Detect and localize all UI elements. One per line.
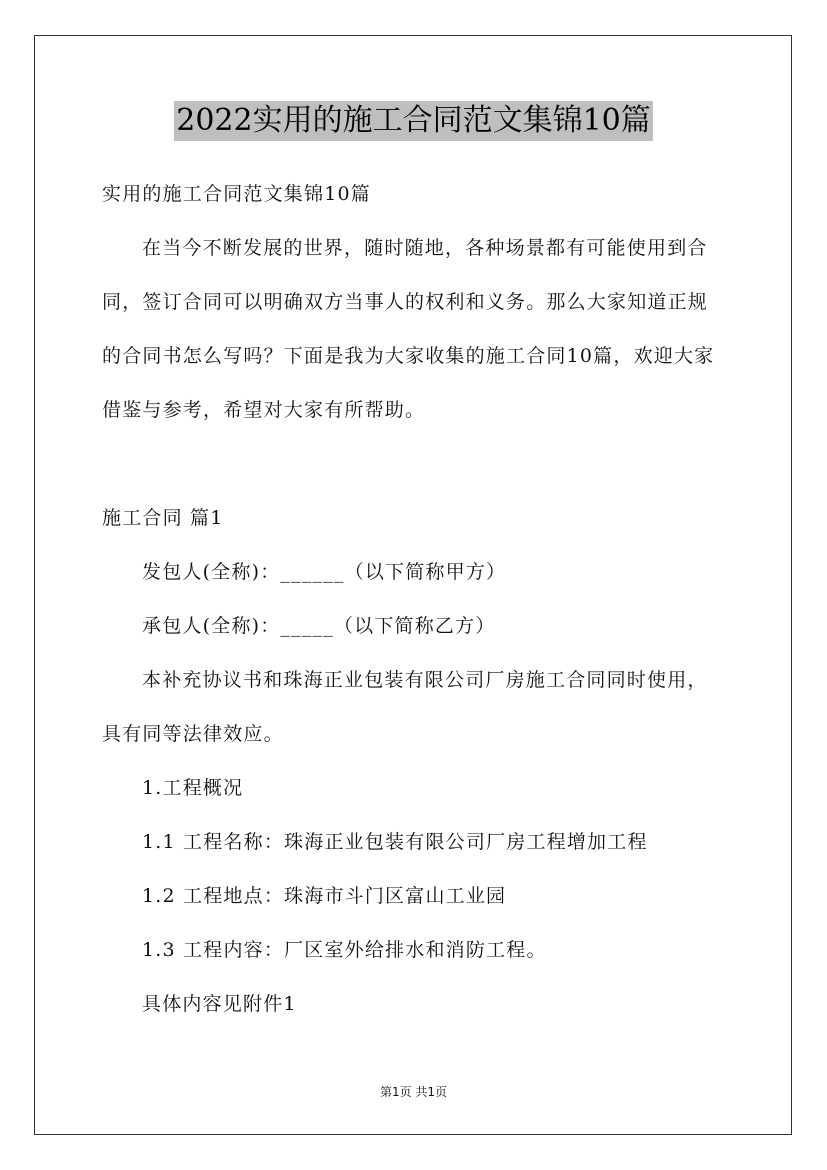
intro-line-2: 同，签订合同可以明确双方当事人的权利和义务。那么大家知道正规 <box>102 291 709 313</box>
employer-line: 发包人(全称)：______（以下简称甲方） <box>142 561 507 583</box>
project-location-line: 1.2 工程地点：珠海市斗门区富山工业园 <box>142 885 507 907</box>
contractor-line: 承包人(全称)：_____（以下简称乙方） <box>142 615 496 637</box>
intro-line-4: 借鉴与参考，希望对大家有所帮助。 <box>102 399 426 421</box>
agreement-line-2: 具有同等法律效应。 <box>102 723 284 745</box>
agreement-line-1: 本补充协议书和珠海正业包装有限公司厂房施工合同同时使用， <box>142 669 708 691</box>
section-heading: 施工合同 篇1 <box>102 507 224 529</box>
intro-line-1: 在当今不断发展的世界，随时随地，各种场景都有可能使用到合 <box>142 237 708 259</box>
attachment-line: 具体内容见附件1 <box>142 993 297 1015</box>
document-subtitle: 实用的施工合同范文集锦10篇 <box>102 183 371 205</box>
document-title: 2022实用的施工合同范文集锦10篇 <box>174 101 653 141</box>
project-name-line: 1.1 工程名称：珠海正业包装有限公司厂房工程增加工程 <box>142 831 648 853</box>
page-footer: 第1页 共1页 <box>379 1085 448 1099</box>
overview-heading: 1.工程概况 <box>142 777 244 799</box>
project-content-line: 1.3 工程内容：厂区室外给排水和消防工程。 <box>142 939 547 961</box>
intro-line-3: 的合同书怎么写吗？下面是我为大家收集的施工合同10篇，欢迎大家 <box>102 345 715 367</box>
